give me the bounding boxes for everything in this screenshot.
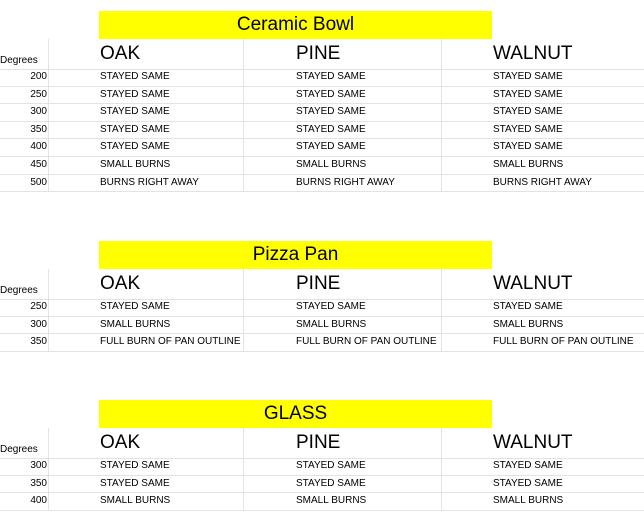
- column-divider: [441, 476, 442, 493]
- table-row: [0, 87, 644, 105]
- column-divider: [48, 39, 49, 69]
- result-cell-oak: STAYED SAME: [100, 141, 170, 153]
- column-divider: [441, 317, 442, 334]
- column-divider: [243, 458, 244, 475]
- column-divider: [441, 493, 442, 510]
- column-divider: [441, 122, 442, 139]
- degrees-cell: 300: [30, 106, 47, 118]
- result-cell-oak: STAYED SAME: [100, 301, 170, 312]
- table-row: [0, 104, 644, 122]
- column-divider: [48, 69, 49, 86]
- result-cell-oak: STAYED SAME: [100, 123, 170, 135]
- result-cell-oak: FULL BURN OF PAN OUTLINE: [100, 336, 241, 348]
- column-header-walnut: WALNUT: [493, 43, 573, 64]
- table-section: [0, 11, 644, 192]
- result-cell-walnut: STAYED SAME: [493, 123, 563, 135]
- column-divider: [243, 104, 244, 121]
- column-divider: [48, 476, 49, 493]
- table-row: [0, 139, 644, 157]
- column-divider: [441, 334, 442, 351]
- column-divider: [243, 428, 244, 458]
- column-divider: [243, 157, 244, 174]
- result-cell-oak: SMALL BURNS: [100, 159, 171, 170]
- table-row: [0, 299, 644, 317]
- result-cell-oak: SMALL BURNS: [100, 318, 171, 330]
- column-divider: [48, 87, 49, 104]
- result-cell-pine: STAYED SAME: [296, 88, 366, 100]
- table-row: [0, 476, 644, 494]
- table-row: [0, 122, 644, 140]
- result-cell-oak: STAYED SAME: [100, 88, 170, 100]
- column-divider: [441, 458, 442, 475]
- column-divider: [441, 428, 442, 458]
- column-divider: [48, 334, 49, 351]
- result-cell-walnut: STAYED SAME: [493, 106, 563, 118]
- section-title: GLASS: [99, 400, 492, 428]
- column-divider: [48, 299, 49, 316]
- column-header-pine: PINE: [296, 432, 341, 453]
- result-cell-oak: STAYED SAME: [100, 71, 170, 82]
- result-cell-walnut: STAYED SAME: [493, 141, 563, 153]
- table-row: [0, 69, 644, 87]
- result-cell-oak: STAYED SAME: [100, 106, 170, 118]
- column-divider: [441, 69, 442, 86]
- column-divider: [441, 39, 442, 69]
- column-divider: [48, 157, 49, 174]
- column-divider: [48, 139, 49, 156]
- degrees-cell: 250: [30, 88, 47, 100]
- column-divider: [48, 104, 49, 121]
- result-cell-pine: SMALL BURNS: [296, 318, 367, 330]
- column-divider: [243, 269, 244, 299]
- column-header-pine: PINE: [296, 273, 341, 294]
- column-header-pine: PINE: [296, 43, 341, 64]
- result-cell-oak: STAYED SAME: [100, 460, 170, 471]
- column-divider: [48, 428, 49, 458]
- table-row: [0, 317, 644, 335]
- table-section: [0, 241, 644, 352]
- table-section: [0, 400, 644, 511]
- column-divider: [243, 122, 244, 139]
- result-cell-walnut: STAYED SAME: [493, 301, 563, 312]
- result-cell-oak: STAYED SAME: [100, 477, 170, 489]
- result-cell-pine: SMALL BURNS: [296, 159, 367, 170]
- table-row: [0, 458, 644, 476]
- column-header-oak: OAK: [100, 432, 141, 453]
- degrees-cell: 450: [30, 159, 47, 170]
- header-row: [0, 428, 644, 459]
- degrees-cell: 350: [30, 336, 47, 348]
- column-divider: [243, 299, 244, 316]
- table-row: [0, 334, 644, 352]
- column-header-walnut: WALNUT: [493, 273, 573, 294]
- degrees-cell: 200: [30, 71, 47, 82]
- column-divider: [48, 493, 49, 510]
- column-divider: [441, 175, 442, 192]
- degrees-cell: 350: [30, 477, 47, 489]
- result-cell-pine: STAYED SAME: [296, 71, 366, 82]
- degrees-cell: 350: [30, 123, 47, 135]
- result-cell-pine: STAYED SAME: [296, 141, 366, 153]
- table-row: [0, 157, 644, 175]
- column-header-oak: OAK: [100, 273, 141, 294]
- result-cell-walnut: STAYED SAME: [493, 88, 563, 100]
- column-divider: [441, 299, 442, 316]
- degrees-cell: 250: [30, 301, 47, 312]
- column-divider: [441, 104, 442, 121]
- result-cell-walnut: BURNS RIGHT AWAY: [493, 176, 592, 188]
- column-divider: [48, 317, 49, 334]
- result-cell-walnut: SMALL BURNS: [493, 495, 564, 507]
- result-cell-pine: STAYED SAME: [296, 123, 366, 135]
- result-cell-pine: STAYED SAME: [296, 301, 366, 312]
- degrees-cell: 300: [30, 318, 47, 330]
- column-divider: [243, 493, 244, 510]
- column-header-walnut: WALNUT: [493, 432, 573, 453]
- section-title: Ceramic Bowl: [99, 11, 492, 39]
- degrees-cell: 500: [30, 176, 47, 188]
- column-divider: [48, 458, 49, 475]
- table-row: [0, 175, 644, 193]
- result-cell-pine: STAYED SAME: [296, 460, 366, 471]
- result-cell-walnut: SMALL BURNS: [493, 318, 564, 330]
- column-divider: [243, 139, 244, 156]
- table-row: [0, 493, 644, 511]
- column-divider: [441, 157, 442, 174]
- header-row: [0, 269, 644, 300]
- column-divider: [243, 334, 244, 351]
- column-divider: [243, 69, 244, 86]
- column-divider: [441, 87, 442, 104]
- column-divider: [243, 476, 244, 493]
- result-cell-walnut: STAYED SAME: [493, 460, 563, 471]
- result-cell-oak: BURNS RIGHT AWAY: [100, 176, 199, 188]
- result-cell-walnut: STAYED SAME: [493, 477, 563, 489]
- degrees-header: Degrees: [0, 444, 38, 455]
- degrees-header: Degrees: [0, 285, 38, 296]
- result-cell-pine: STAYED SAME: [296, 477, 366, 489]
- section-title: Pizza Pan: [99, 241, 492, 269]
- column-divider: [243, 87, 244, 104]
- column-divider: [441, 269, 442, 299]
- result-cell-walnut: FULL BURN OF PAN OUTLINE: [493, 336, 634, 348]
- result-cell-pine: SMALL BURNS: [296, 495, 367, 507]
- column-divider: [48, 175, 49, 192]
- degrees-cell: 300: [30, 460, 47, 471]
- result-cell-walnut: SMALL BURNS: [493, 159, 564, 170]
- column-divider: [48, 122, 49, 139]
- result-cell-pine: BURNS RIGHT AWAY: [296, 176, 395, 188]
- column-divider: [243, 317, 244, 334]
- column-divider: [243, 175, 244, 192]
- column-divider: [441, 139, 442, 156]
- column-divider: [48, 269, 49, 299]
- header-row: [0, 39, 644, 70]
- degrees-header: Degrees: [0, 55, 38, 66]
- result-cell-pine: STAYED SAME: [296, 106, 366, 118]
- result-cell-walnut: STAYED SAME: [493, 71, 563, 82]
- degrees-cell: 400: [30, 495, 47, 507]
- column-header-oak: OAK: [100, 43, 141, 64]
- result-cell-pine: FULL BURN OF PAN OUTLINE: [296, 336, 437, 348]
- result-cell-oak: SMALL BURNS: [100, 495, 171, 507]
- column-divider: [243, 39, 244, 69]
- degrees-cell: 400: [30, 141, 47, 153]
